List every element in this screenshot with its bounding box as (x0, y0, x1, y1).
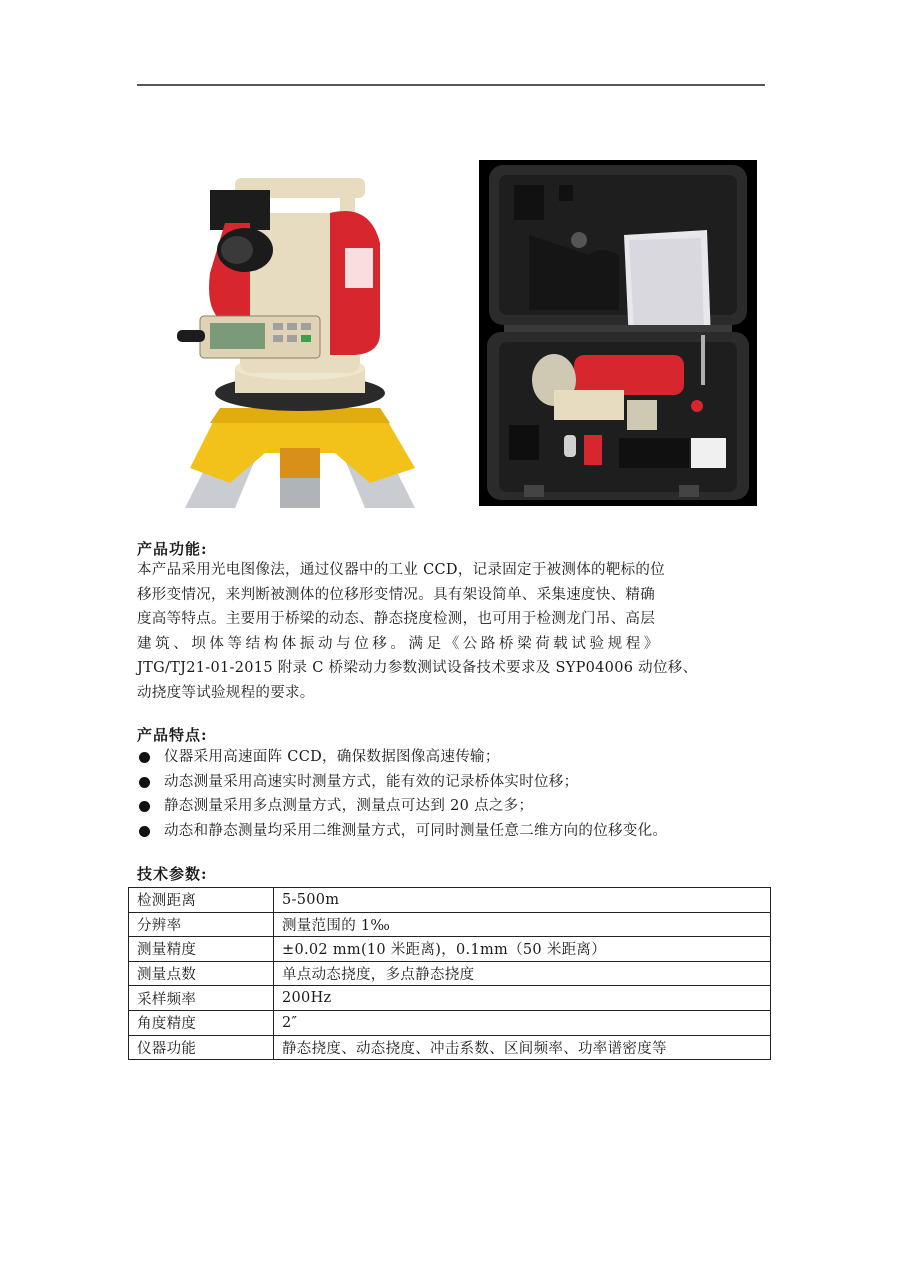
list-item (137, 794, 667, 819)
table-row (129, 937, 771, 962)
feature-text: 动态测量采用高速实时测量方式，能有效的记录桥体实时位移； (164, 773, 579, 790)
spec-value: 5-500m (274, 888, 771, 913)
spec-label: 测量点数 (129, 961, 274, 986)
feature-text: 动态和静态测量均采用二维测量方式，可同时测量任意二维方向的位移变化。 (164, 822, 668, 839)
case-illustration (479, 160, 757, 506)
list-item (137, 745, 667, 770)
bullet-icon (139, 752, 150, 763)
table-row (129, 961, 771, 986)
spec-value: 2″ (274, 1010, 771, 1035)
carrying-case-photo (479, 160, 757, 506)
table-row (129, 888, 771, 913)
table-row (129, 912, 771, 937)
header-rule (137, 84, 765, 86)
function-heading: 产品功能: (137, 540, 208, 558)
feature-text: 静态测量采用多点测量方式，测量点可达到 20 点之多； (164, 798, 534, 815)
table-row (129, 1010, 771, 1035)
function-paragraph (137, 558, 765, 706)
specs-heading: 技术参数: (137, 865, 208, 883)
spec-label: 分辨率 (129, 912, 274, 937)
bullet-icon (139, 801, 150, 812)
function-line: 本产品采用光电图像法，通过仪器中的工业 CCD，记录固定于被测体的靶标的位 (137, 562, 666, 578)
features-list (137, 745, 667, 843)
spec-value: 单点动态挠度，多点静态挠度 (274, 961, 771, 986)
instrument-illustration (165, 168, 435, 508)
function-line: JTG/TJ21-01-2015 附录 C 桥梁动力参数测试设备技术要求及 SYP04006 动位移、 (137, 660, 698, 677)
spec-label: 仪器功能 (129, 1035, 274, 1060)
function-line: 动挠度等试验规程的要求。 (137, 684, 315, 701)
spec-value: 测量范围的 1‰ (274, 912, 771, 937)
spec-label: 角度精度 (129, 1010, 274, 1035)
features-heading: 产品特点: (137, 726, 208, 744)
spec-label: 检测距离 (129, 888, 274, 913)
table-row (129, 1035, 771, 1060)
specs-table (128, 887, 771, 1060)
bullet-icon (139, 777, 150, 788)
function-line: 度高等特点。主要用于桥梁的动态、静态挠度检测，也可用于检测龙门吊、高层 (137, 611, 655, 628)
list-item (137, 819, 667, 844)
list-item (137, 770, 667, 795)
spec-value: 静态挠度、动态挠度、冲击系数、区间频率、功率谱密度等 (274, 1035, 771, 1060)
spec-value: ±0.02 mm(10 米距离)，0.1mm（50 米距离） (274, 937, 771, 962)
spec-label: 测量精度 (129, 937, 274, 962)
bullet-icon (139, 826, 150, 837)
function-line: 移形变情况，来判断被测体的位移形变情况。具有架设简单、采集速度快、精确 (137, 586, 655, 603)
function-line: 建筑、坝体等结构体振动与位移。满足《公路桥梁荷载试验规程》 (137, 635, 662, 652)
table-row (129, 986, 771, 1011)
feature-text: 仪器采用高速面阵 CCD，确保数据图像高速传输； (164, 749, 500, 765)
instrument-photo (165, 168, 435, 508)
spec-label: 采样频率 (129, 986, 274, 1011)
spec-value: 200Hz (274, 986, 771, 1011)
